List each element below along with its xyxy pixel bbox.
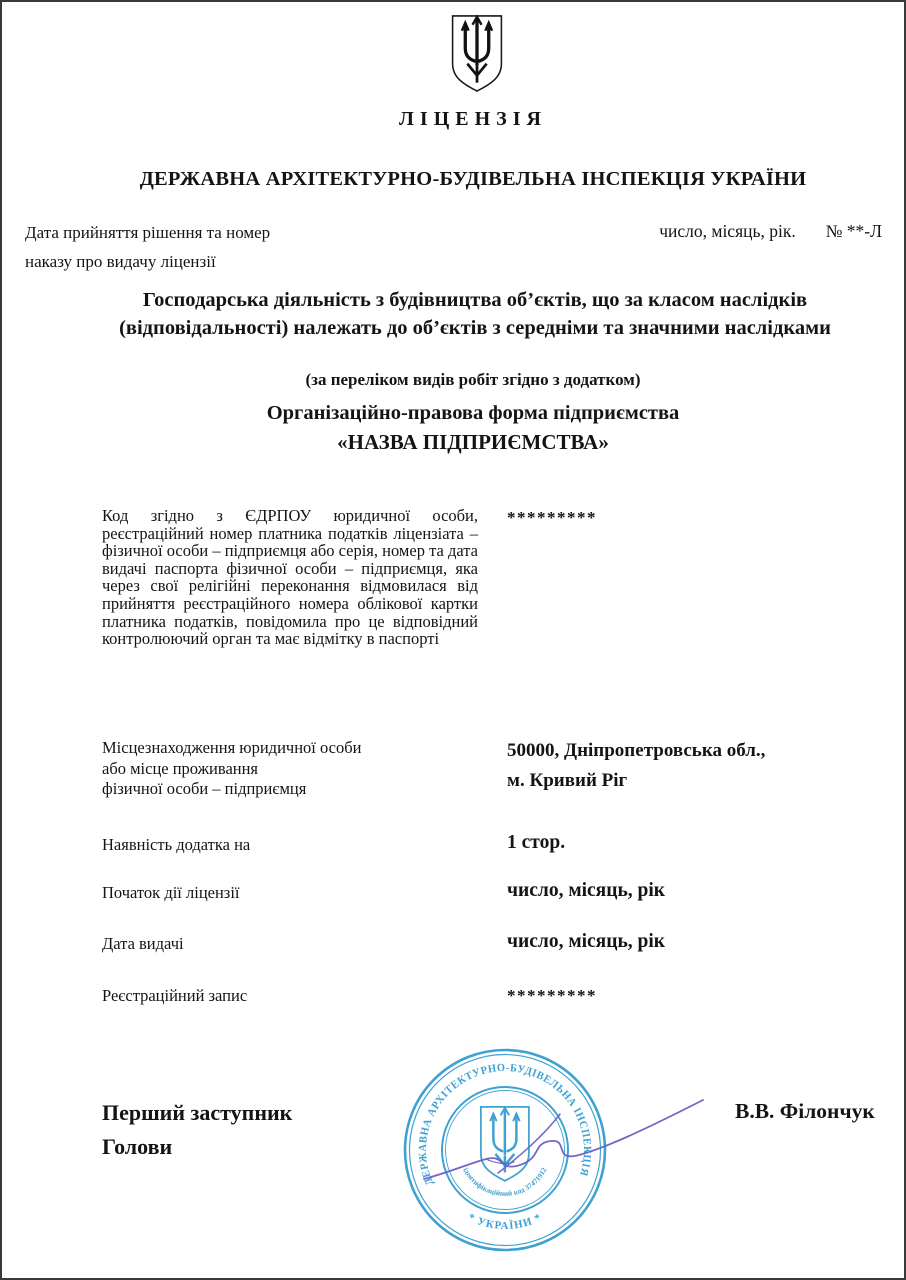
activity-description: Господарська діяльність з будівництва об’єктів, що за класом наслідків (відповідальності) належать до об’єктів з середніми та значними наслідками <box>119 289 831 339</box>
decision-label-line2: наказу про видачу ліцензії <box>25 252 216 271</box>
stamp-outer-text: ДЕРЖАВНА АРХІТЕКТУРНО-БУДІВЕЛЬНА ІНСПЕКЦІЯ <box>416 1061 594 1187</box>
address-label <box>102 738 478 800</box>
agency-name: ДЕРЖАВНА АРХІТЕКТУРНО-БУДІВЕЛЬНА ІНСПЕКЦІЯ УКРАЇНИ <box>139 168 807 190</box>
stamp-inner-text: ідентифікаційний код 37471912 <box>461 1166 549 1198</box>
document-title: ЛІЦЕНЗІЯ <box>399 108 547 130</box>
issue-date-label: Дата видачі <box>102 934 184 953</box>
decision-value <box>659 221 882 242</box>
address-label-line2: або місце проживання <box>102 758 259 778</box>
attachment-label: Наявність додатка на <box>102 835 251 854</box>
decision-label <box>25 218 270 276</box>
attachment-value: 1 стор. <box>507 832 566 853</box>
signer-position <box>102 1096 292 1164</box>
issue-date-value: число, місяць, рік <box>507 931 666 952</box>
license-start-value: число, місяць, рік <box>507 880 666 901</box>
address-label-line1: Місцезнаходження юридичної особи <box>102 738 362 757</box>
license-start-label: Початок дії ліцензії <box>102 883 240 902</box>
org-form-name: «НАЗВА ПІДПРИЄМСТВА» <box>337 430 609 454</box>
activity-note: (за переліком видів робіт згідно з додатком) <box>305 370 641 389</box>
address-label-line3: фізичної особи – підприємця <box>102 779 307 799</box>
license-number: № **-Л <box>825 221 882 241</box>
registry-record-label: Реєстраційний запис <box>102 986 248 1005</box>
address-value-line2: м. Кривий Ріг <box>507 770 628 791</box>
signer-name: В.В. Філончук <box>735 1099 875 1123</box>
address-value <box>507 736 765 796</box>
decision-label-line1: Дата прийняття рішення та номер <box>25 223 271 242</box>
edrpou-code-label: Код згідно з ЄДРПОУ юридичної особи, реєстраційний номер платника податків ліцензіата – фізичної особи – підприємця або серія, номер та дата видачі паспорта фізичної особи – підприємця, яка через свої релігійні переконання відмовилася від прийняття реєстраційного номера облікової картки платника податків, повідомила про це відповідний контролюючий орган та має відмітку в паспорті <box>102 506 478 649</box>
address-value-line1: 50000, Дніпропетровська обл., <box>507 740 766 761</box>
signature-stroke <box>402 1083 714 1191</box>
edrpou-code-value: ********* <box>507 508 597 527</box>
signer-position-line1: Перший заступник <box>102 1100 293 1125</box>
decision-date-placeholder: число, місяць, рік. <box>659 221 796 241</box>
signer-position-line2: Голови <box>102 1134 173 1159</box>
svg-text:* УКРАЇНИ * <box>466 1211 544 1232</box>
tryzub-emblem-icon <box>448 13 506 95</box>
org-form-label: Організаційно-правова форма підприємства <box>266 402 680 424</box>
registry-record-value: ********* <box>507 986 597 1005</box>
stamp-bottom-text: * УКРАЇНИ * <box>466 1211 544 1232</box>
